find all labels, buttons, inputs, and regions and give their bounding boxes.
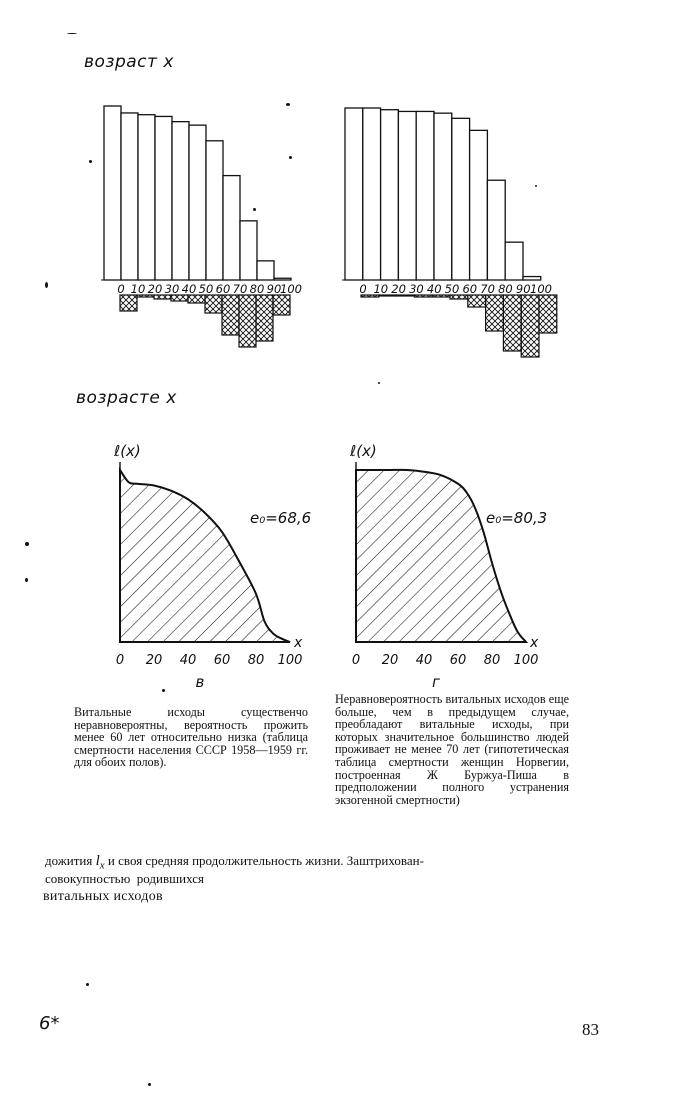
x-tick-label: 0 (359, 282, 367, 296)
survivors-bar (381, 110, 399, 280)
print-speck (148, 1083, 151, 1086)
survival-area (120, 470, 290, 642)
x-tick-label: 80 (249, 282, 265, 296)
x-tick-label: 30 (409, 282, 424, 296)
survivors-bar (240, 221, 257, 280)
survivors-bar (189, 125, 206, 280)
survivors-bar (487, 180, 505, 280)
print-speck (45, 282, 48, 288)
survivors-bar (257, 261, 274, 280)
survival-variable-sub: x (99, 859, 105, 872)
x-tick-label: 50 (444, 282, 460, 296)
caption-left: Витальные исходы существенчо неравновероятны, вероятность прожить менее 60 лет относительно низка (таблица смертности населения СССР 1958—1959 гг. для обоих полов). (74, 705, 308, 770)
x-tick-label: 100 (513, 653, 539, 668)
x-tick-label: 40 (426, 282, 442, 296)
x-tick-label: 60 (213, 653, 231, 668)
x-tick-label: 30 (164, 282, 180, 296)
x-axis-label: x (294, 635, 303, 651)
deaths-bar (205, 295, 222, 313)
caption-right: Неравновероятность витальных исходов еще больше, чем в предыдущем случае, преобладают витальные исходы, при которых значительное большинство людей проживает не менее 70 лет (гипотетическая таблица смертности женщин Норвегии, построенная Ж Буржуа-Пиша в предположении полного устранения экзогенной смертности) (335, 692, 569, 807)
life-expectancy-annotation: e₀=80,3 (486, 509, 548, 527)
x-tick-label: 0 (351, 653, 361, 668)
survivors-bar (223, 176, 240, 280)
survivors-bar (155, 116, 172, 280)
x-tick-label: 20 (145, 653, 163, 668)
survivors-bar (363, 108, 381, 280)
x-tick-label: 80 (498, 282, 513, 296)
area-chart-right (336, 440, 556, 690)
survivors-bar (470, 130, 488, 280)
x-tick-label: 100 (280, 282, 302, 296)
deaths-bar (256, 295, 273, 341)
body-line-1-b: и своя средняя продолжительность жизни. Заштрихован- (107, 853, 424, 868)
area-chart-left (100, 440, 320, 690)
life-expectancy-annotation: e₀=68,6 (250, 509, 312, 527)
x-tick-label: 40 (181, 282, 197, 296)
print-speck (535, 185, 537, 187)
x-tick-label: 60 (449, 653, 467, 668)
x-tick-label: 70 (232, 282, 248, 296)
survivors-bar (172, 122, 189, 280)
x-tick-label: 20 (147, 282, 163, 296)
signature-mark: 6* (39, 1013, 60, 1034)
deaths-bar (273, 295, 290, 315)
deaths-bar (120, 295, 137, 311)
x-tick-label: 50 (198, 282, 214, 296)
survivors-bar (206, 141, 223, 280)
x-tick-label: 60 (462, 282, 478, 296)
survivors-bar (452, 118, 470, 280)
survivors-bar (505, 242, 523, 280)
print-speck (286, 103, 290, 106)
body-line-2: совокупностью родившихся (45, 871, 204, 886)
body-line-3: витальных исходов (43, 889, 163, 904)
survivors-bar (434, 113, 452, 280)
deaths-bar (239, 295, 256, 347)
body-line-1-a: дожития (45, 853, 93, 868)
x-tick-label: 40 (415, 653, 433, 668)
deaths-bar (188, 295, 205, 303)
x-tick-label: 80 (247, 653, 265, 668)
deaths-bar (486, 295, 504, 331)
survivors-bar (416, 111, 434, 280)
deaths-bar (539, 295, 557, 333)
print-speck (162, 689, 165, 692)
x-tick-label: 100 (277, 653, 303, 668)
x-tick-label: 0 (117, 282, 125, 296)
survivors-bar (345, 108, 363, 280)
x-tick-label: 90 (515, 282, 531, 296)
deaths-bar (521, 295, 539, 357)
x-tick-label: 80 (483, 653, 501, 668)
x-tick-label: 10 (130, 282, 146, 296)
age-label-mid: возрасте x (76, 388, 177, 408)
deaths-bar (503, 295, 521, 351)
survival-variable: l (95, 853, 100, 869)
survival-area (356, 470, 526, 642)
survivors-bar (138, 115, 155, 280)
print-speck (67, 33, 77, 34)
x-tick-label: 20 (381, 653, 399, 668)
x-tick-label: 70 (480, 282, 495, 296)
x-tick-label: 100 (530, 282, 552, 296)
deaths-bar (222, 295, 239, 335)
survivors-bar (121, 113, 138, 280)
print-speck (86, 983, 89, 986)
subplot-letter: г (431, 673, 440, 691)
deaths-bar (468, 295, 486, 307)
x-tick-label: 90 (266, 282, 282, 296)
age-label-top: возраст x (84, 52, 174, 72)
page-number: 83 (582, 1020, 599, 1039)
survivors-bar (523, 277, 541, 280)
x-tick-label: 10 (373, 282, 389, 296)
y-axis-label: ℓ(x) (114, 442, 141, 460)
x-tick-label: 60 (215, 282, 231, 296)
print-speck (253, 208, 256, 211)
print-speck (25, 542, 29, 546)
x-axis-label: x (530, 635, 539, 651)
survivors-bar (104, 106, 121, 280)
x-tick-label: 0 (115, 653, 125, 668)
x-tick-label: 40 (179, 653, 197, 668)
y-axis-label: ℓ(x) (350, 442, 377, 460)
print-speck (289, 156, 292, 159)
print-speck (378, 382, 380, 384)
print-speck (89, 160, 92, 163)
x-tick-label: 20 (391, 282, 406, 296)
bar-chart-right (336, 96, 552, 368)
body-line-1 (45, 853, 424, 872)
survivors-bar (398, 111, 416, 280)
print-speck (25, 578, 28, 582)
bar-chart-left (96, 96, 306, 356)
subplot-letter: в (195, 673, 205, 691)
